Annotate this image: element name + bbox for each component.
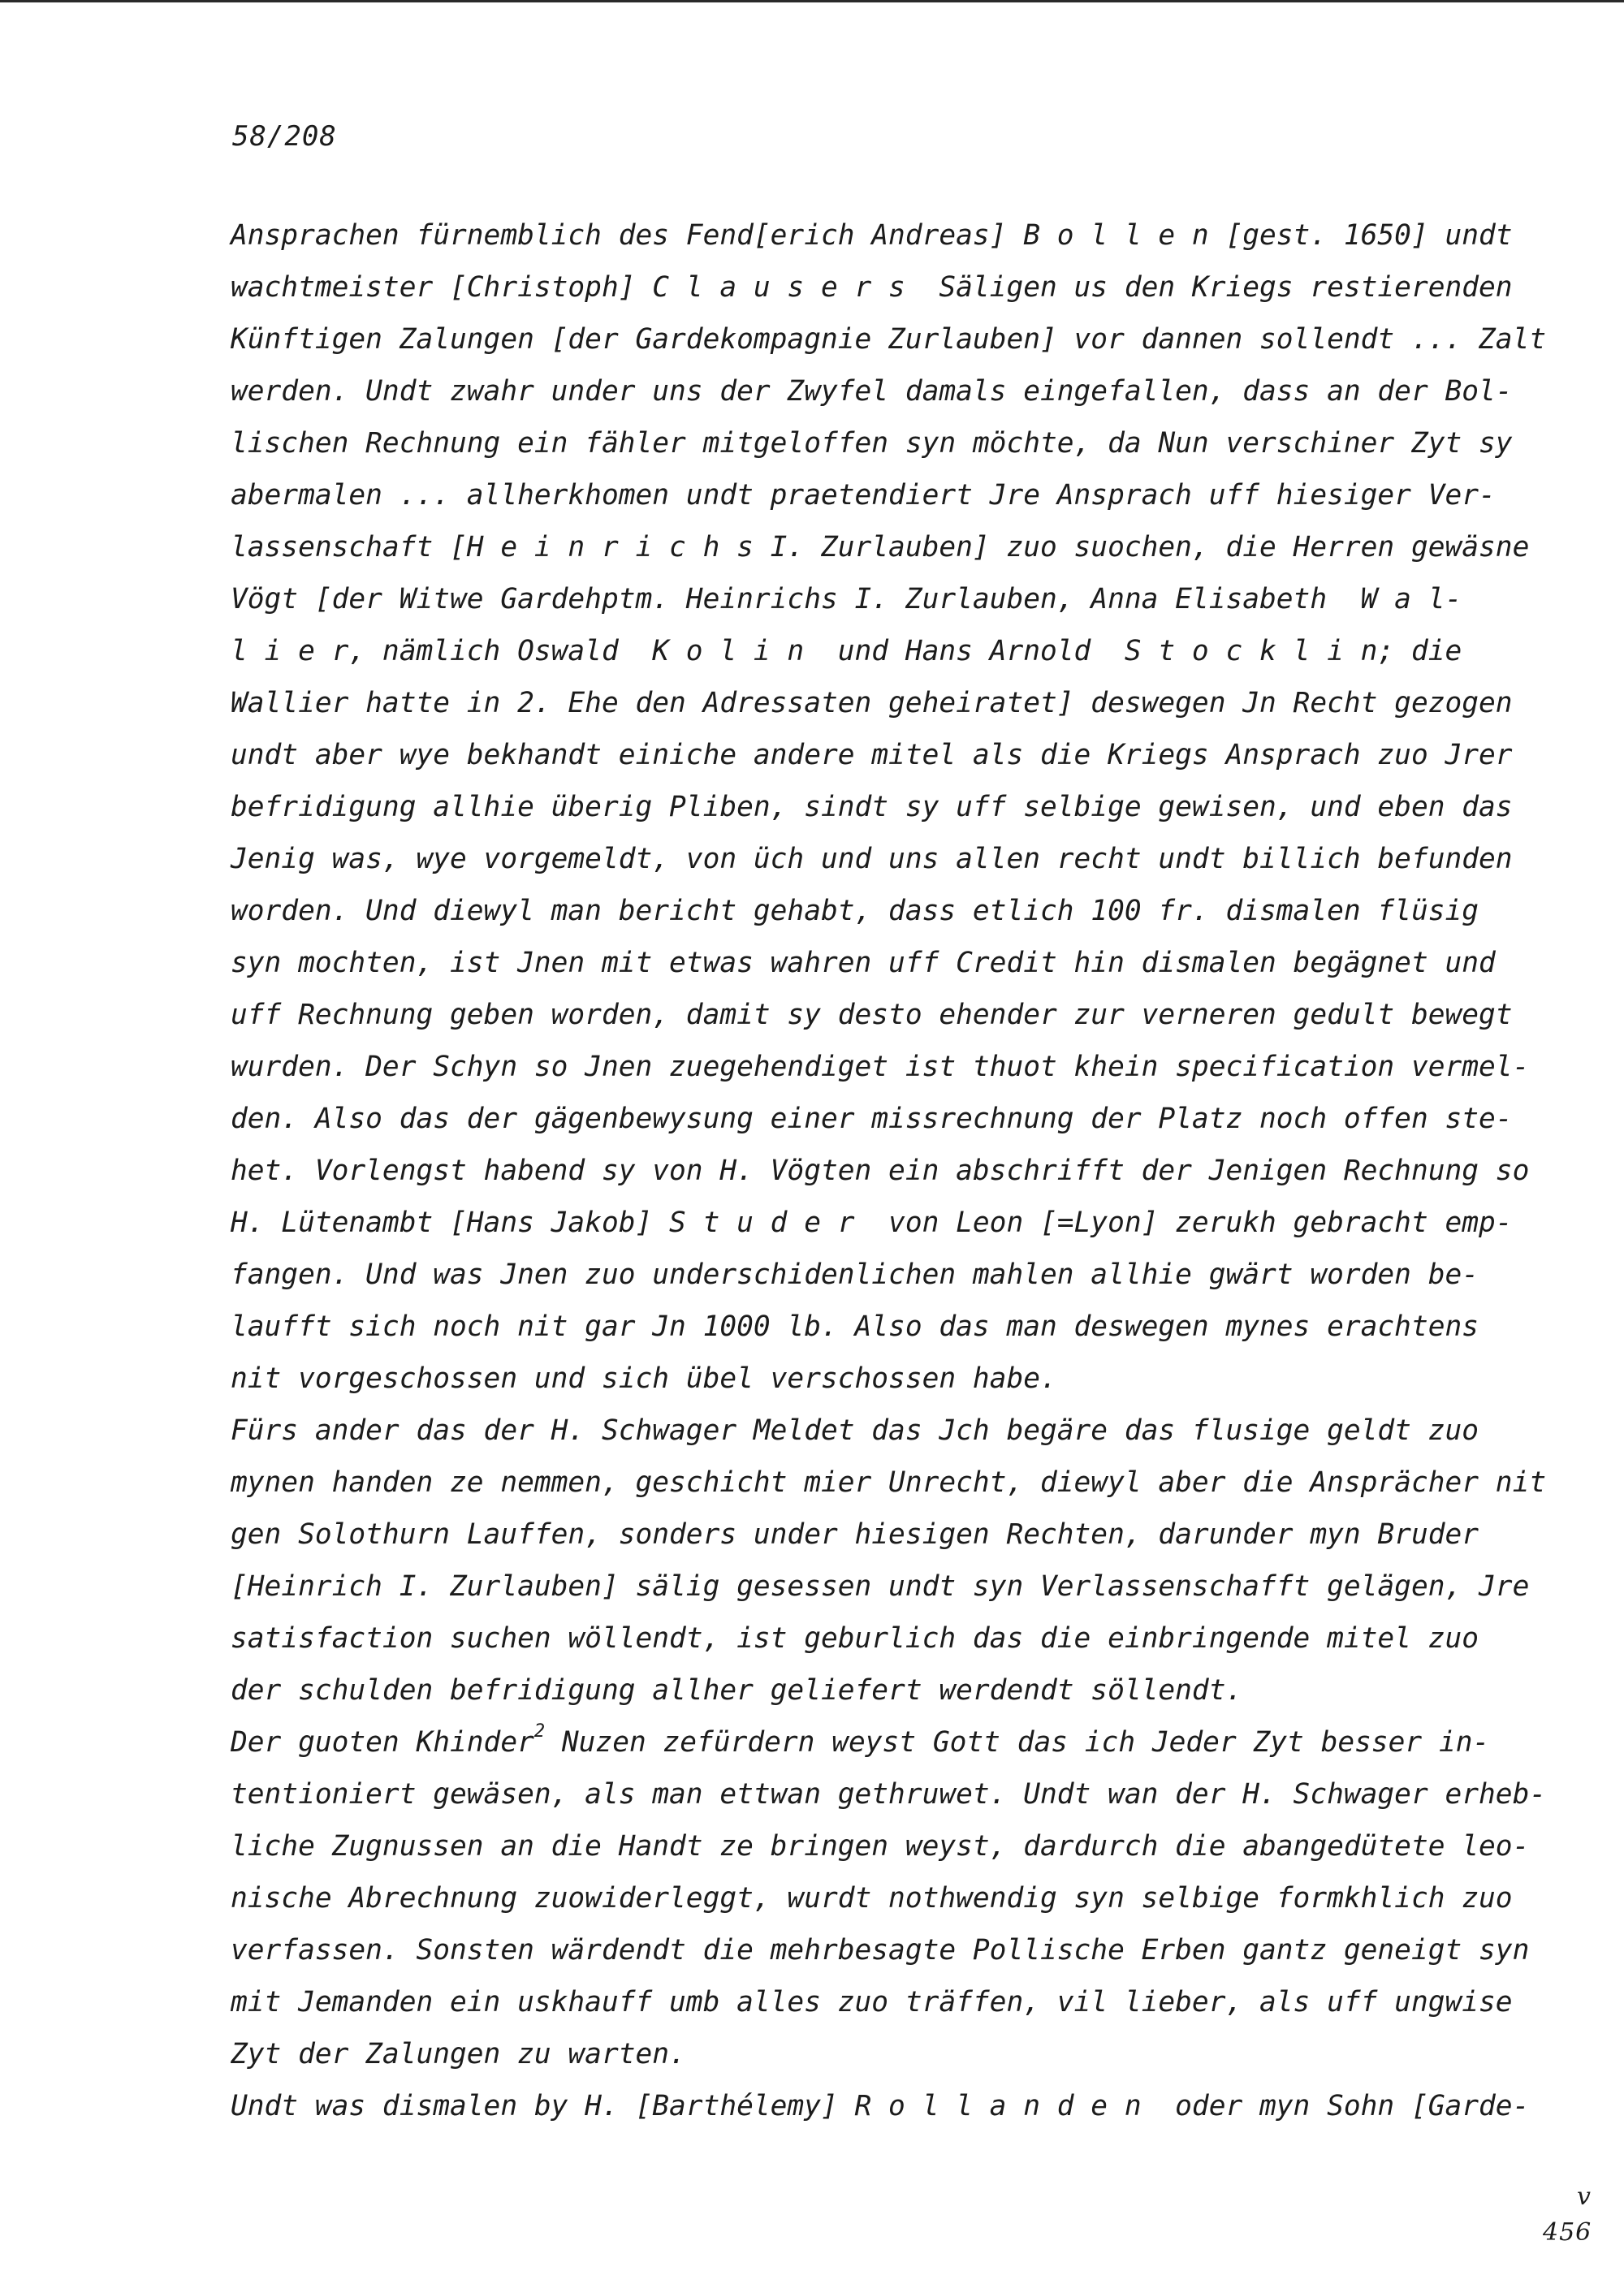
text-line: den. Also das der gägenbewysung einer missrechnung der Platz noch offen ste- (231, 1103, 1513, 1135)
text-line: werden. Undt zwahr under uns der Zwyfel damals eingefallen, dass an der Bol- (231, 375, 1513, 408)
text-line: Fürs ander das der H. Schwager Meldet das Jch begäre das flusige geldt zuo (231, 1414, 1479, 1447)
text-line: mit Jemanden ein uskhauff umb alles zuo träffen, vil lieber, als uff ungwise (231, 1986, 1513, 2018)
text-line: nische Abrechnung zuowiderleggt, wurdt nothwendig syn selbige formkhlich zuo (231, 1882, 1513, 1915)
text-line: der schulden befridigung allher geliefert werdendt söllendt. (231, 1674, 1243, 1707)
text-line-with-footnote (231, 1716, 1497, 1768)
text-line: Vögt [der Witwe Gardehptm. Heinrichs I. Zurlauben, Anna Elisabeth W a l- (231, 583, 1462, 615)
text-line: Ansprachen fürnemblich des Fend[erich Andreas] B o l l e n [gest. 1650] undt (231, 219, 1513, 252)
text-line: H. Lütenambt [Hans Jakob] S t u d e r von Leon [=Lyon] zerukh gebracht emp- (231, 1207, 1513, 1239)
text-line: Jenig was, wye vorgemeldt, von üch und uns allen recht undt billich befunden (231, 843, 1513, 875)
text-line: l i e r, nämlich Oswald K o l i n und Hans Arnold S t o c k l i n; die (231, 635, 1462, 667)
archive-folio-number: 456 (1543, 2218, 1592, 2247)
archive-check-mark: v (1577, 2182, 1591, 2211)
text-line: laufft sich noch nit gar Jn 1000 lb. Also das man deswegen mynes erachtens (231, 1310, 1479, 1343)
text-line: [Heinrich I. Zurlauben] sälig gesessen undt syn Verlassenschafft gelägen, Jre (231, 1570, 1530, 1603)
text-line: gen Solothurn Lauffen, sonders under hiesigen Rechten, darunder myn Bruder (231, 1518, 1479, 1551)
text-line: Zyt der Zalungen zu warten. (231, 2038, 686, 2070)
text-line: fangen. Und was Jnen zuo underschidenlichen mahlen allhie gwärt worden be- (231, 1259, 1479, 1291)
text-line: befridigung allhie überig Pliben, sindt sy uff selbige gewisen, und eben das (231, 791, 1513, 823)
text-line: Undt was dismalen by H. [Barthélemy] R o l l a n d e n oder myn Sohn [Garde- (231, 2090, 1530, 2122)
text-line: satisfaction suchen wöllendt, ist geburlich das die einbringende mitel zuo (231, 1622, 1479, 1655)
footnote-marker: 2 (533, 1721, 546, 1742)
top-border-rule (0, 0, 1624, 2)
text-line: wachtmeister [Christoph] C l a u s e r s Säligen us den Kriegs restierenden (231, 271, 1513, 304)
text-line: Künftigen Zalungen [der Gardekompagnie Zurlauben] vor dannen sollendt ... Zalt (231, 323, 1547, 356)
text-line: verfassen. Sonsten wärdendt die mehrbesagte Pollische Erben gantz geneigt syn (231, 1934, 1530, 1967)
text-line: worden. Und diewyl man bericht gehabt, dass etlich 100 fr. dismalen flüsig (231, 895, 1479, 927)
text-line: tentioniert gewäsen, als man ettwan gethruwet. Undt wan der H. Schwager erheb- (231, 1778, 1547, 1811)
text-line: undt aber wye bekhandt einiche andere mitel als die Kriegs Ansprach zuo Jrer (231, 739, 1513, 771)
page-number: 58/208 (232, 120, 337, 153)
text-line: syn mochten, ist Jnen mit etwas wahren uff Credit hin dismalen begägnet und (231, 947, 1496, 979)
text-line: abermalen ... allherkhomen undt praetendiert Jre Ansprach uff hiesiger Ver- (231, 479, 1496, 512)
text-line: Wallier hatte in 2. Ehe den Adressaten geheiratet] deswegen Jn Recht gezogen (231, 687, 1513, 719)
text-line: liche Zugnussen an die Handt ze bringen weyst, dardurch die abangedütete leo- (231, 1830, 1530, 1863)
line-text-after-footnote: Nuzen zefürdern weyst Gott das ich Jeder Zyt besser in- (545, 1726, 1490, 1759)
text-line: het. Vorlengst habend sy von H. Vögten ein abschrifft der Jenigen Rechnung so (231, 1155, 1530, 1187)
text-line: uff Rechnung geben worden, damit sy desto ehender zur verneren gedult bewegt (231, 999, 1513, 1031)
text-line: lassenschaft [H e i n r i c h s I. Zurlauben] zuo suochen, die Herren gewäsne (231, 531, 1530, 563)
line-text-before-footnote: Der guoten Khinder (231, 1726, 534, 1759)
text-line: wurden. Der Schyn so Jnen zuegehendiget ist thuot khein specification vermel- (231, 1051, 1530, 1083)
text-line: nit vorgeschossen und sich übel verschossen habe. (231, 1362, 1057, 1395)
text-line: lischen Rechnung ein fähler mitgeloffen syn möchte, da Nun verschiner Zyt sy (231, 427, 1513, 460)
letter-body (231, 209, 1547, 2132)
text-line: mynen handen ze nemmen, geschicht mier Unrecht, diewyl aber die Ansprächer nit (231, 1466, 1547, 1499)
